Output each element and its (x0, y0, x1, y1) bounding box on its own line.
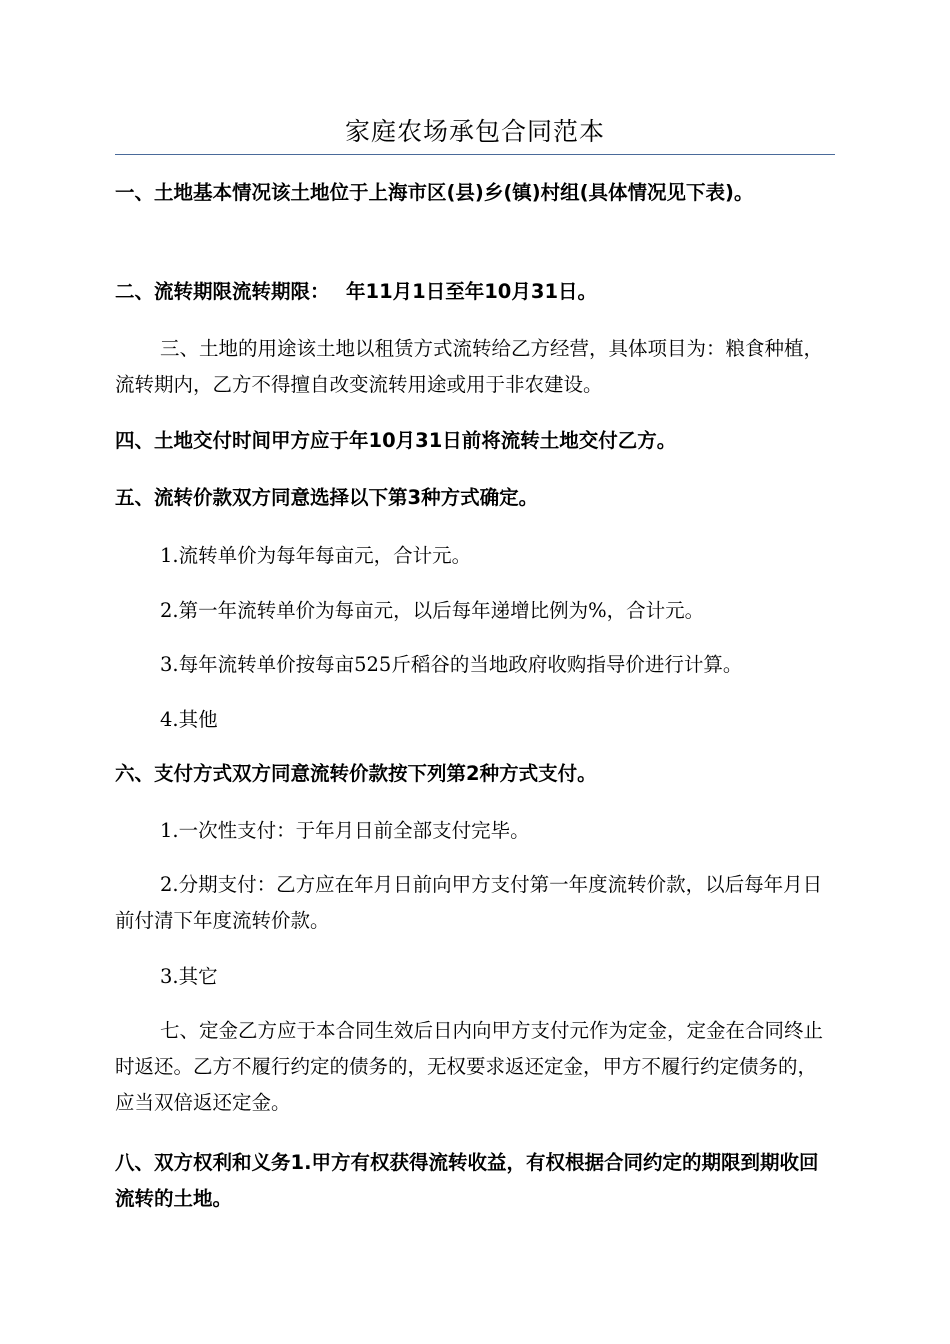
clause-4-delivery: 四、土地交付时间甲方应于年10月31日前将流转土地交付乙方。 (115, 429, 677, 452)
clause-1-land-info: 一、土地基本情况该土地位于上海市区(县)乡(镇)村组(具体情况见下表)。 (115, 181, 754, 204)
payment-option-2: 2.分期支付：乙方应在年月日前向甲方支付第一年度流转价款，以后每年月日前付清下年度流转价款。 (115, 873, 823, 932)
clause-8-rights-obligations: 八、双方权利和义务1.甲方有权获得流转收益，有权根据合同约定的期限到期收回流转的土地。 (115, 1151, 819, 1210)
price-option-3: 3.每年流转单价按每亩525斤稻谷的当地政府收购指导价进行计算。 (160, 653, 743, 676)
document-title: 家庭农场承包合同范本 (344, 117, 605, 146)
clause-2-term: 二、流转期限流转期限： 年11月1日至年10月31日。 (115, 280, 598, 303)
clause-6-payment: 六、支付方式双方同意流转价款按下列第2种方式支付。 (115, 762, 597, 785)
payment-option-3: 3.其它 (160, 965, 218, 988)
price-option-4: 4.其他 (160, 708, 218, 731)
price-option-2: 2.第一年流转单价为每亩元，以后每年递增比例为%，合计元。 (160, 599, 705, 622)
clause-5-price: 五、流转价款双方同意选择以下第3种方式确定。 (115, 486, 539, 509)
clause-3-land-use: 三、土地的用途该土地以租赁方式流转给乙方经营，具体项目为：粮食种植，流转期内，乙方不得擅自改变流转用途或用于非农建设。 (115, 337, 824, 396)
clause-7-deposit: 七、定金乙方应于本合同生效后日内向甲方支付元作为定金，定金在合同终止时返还。乙方不履行约定的债务的，无权要求返还定金，甲方不履行约定债务的，应当双倍返还定金。 (115, 1019, 824, 1114)
title-underline (115, 154, 835, 155)
price-option-1: 1.流转单价为每年每亩元，合计元。 (160, 544, 472, 567)
payment-option-1: 1.一次性支付：于年月日前全部支付完毕。 (160, 819, 530, 842)
